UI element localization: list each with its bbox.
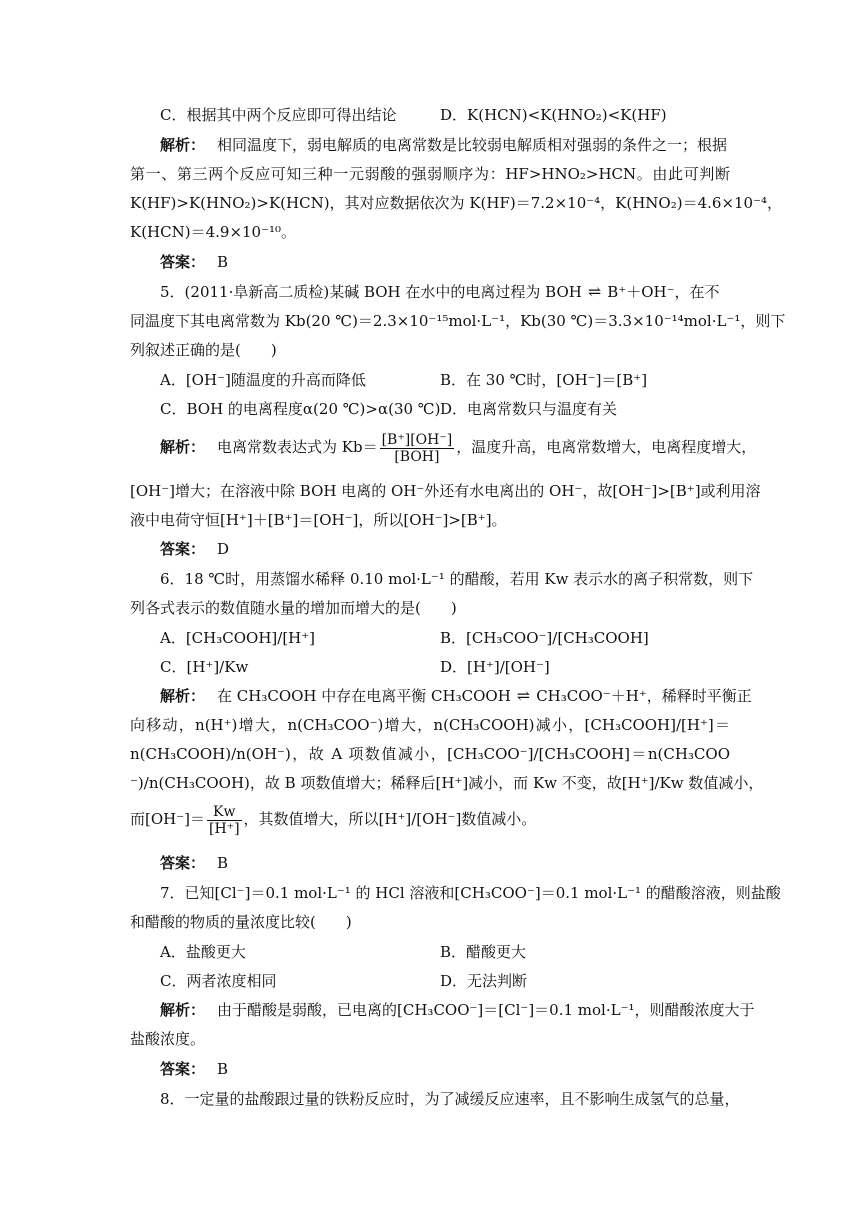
q6-option-a: A．[CH₃COOH]/[H⁺]: [160, 629, 316, 647]
equilibrium-arrow-icon: ⇌: [587, 282, 602, 301]
q6-stem-line1: 6．18 ℃时，用蒸馏水稀释 0.10 mol·L⁻¹ 的醋酸，若用 Kw 表示水的离子积常数，则下: [160, 570, 754, 588]
q4-option-d: D．K(HCN)<K(HNO₂)<K(HF): [440, 106, 667, 124]
q7-analysis-line1: 解析： 由于醋酸是弱酸，已电离的[CH₃COO⁻]＝[Cl⁻]＝0.1 mol·L⁻¹，则醋酸浓度大于: [160, 1001, 755, 1019]
answer-label: 答案：: [160, 1060, 206, 1078]
analysis-label: 解析：: [160, 438, 206, 456]
q5-stem-line2: 同温度下其电离常数为 Kb(20 ℃)＝2.3×10⁻¹⁵mol·L⁻¹，Kb(30 ℃)＝3.3×10⁻¹⁴mol·L⁻¹，则下: [130, 312, 786, 330]
q6-analysis-line1: 解析： 在 CH₃COOH 中存在电离平衡 CH₃COOH ⇌ CH₃COO⁻＋H⁺，稀释时平衡正: [160, 686, 752, 705]
q5-option-c: C．BOH 的电离程度α(20 ℃)>α(30 ℃): [160, 400, 441, 418]
q7-answer: [160, 1059, 760, 1079]
q4-analysis-line1: 解析： 相同温度下，弱电解质的电离常数是比较弱电解质相对强弱的条件之一；根据: [160, 136, 728, 154]
q4-analysis-line3: K(HF)>K(HNO₂)>K(HCN)，其对应数据依次为 K(HF)＝7.2×10⁻⁴，K(HNO₂)＝4.6×10⁻⁴，: [130, 194, 783, 212]
q5-analysis-line2: [OH⁻]增大；在溶液中除 BOH 电离的 OH⁻外还有水电离出的 OH⁻，故[OH⁻]>[B⁺]或利用溶: [130, 482, 761, 500]
q7-stem-line1: 7．已知[Cl⁻]＝0.1 mol·L⁻¹ 的 HCl 溶液和[CH₃COO⁻]＝0.1 mol·L⁻¹ 的醋酸溶液，则盐酸: [160, 884, 781, 902]
q6-answer: [160, 853, 760, 873]
q6-option-d: D．[H⁺]/[OH⁻]: [440, 658, 550, 676]
q5-option-b: B．在 30 ℃时，[OH⁻]＝[B⁺]: [440, 371, 648, 389]
answer-value: B: [217, 253, 229, 271]
q5-stem-line1: 5．(2011·阜新高二质检)某碱 BOH 在水中的电离过程为 BOH ⇌ B⁺＋OH⁻，在不: [160, 282, 720, 301]
q5-stem-line3: 列叙述正确的是( ): [130, 341, 277, 359]
q5-answer: [160, 539, 760, 559]
answer-value: B: [217, 1060, 229, 1078]
q7-analysis-line2: 盐酸浓度。: [130, 1030, 206, 1048]
q4-analysis-line2: 第一、第三两个反应可知三种一元弱酸的强弱顺序为：HF>HNO₂>HCN。由此可判断: [130, 165, 730, 183]
kw-fraction: $\frac{Kw}{[H^+]}$: [209, 803, 240, 837]
answer-value: B: [217, 854, 229, 872]
answer-value: D: [217, 540, 230, 558]
analysis-label: 解析：: [160, 1001, 206, 1019]
q7-option-d: D．无法判断: [440, 972, 528, 990]
analysis-label: 解析：: [160, 136, 206, 154]
analysis-label: 解析：: [160, 687, 206, 705]
q7-option-b: B．醋酸更大: [440, 943, 527, 961]
q6-stem-line2: 列各式表示的数值随水量的增加而增大的是( ): [130, 599, 457, 617]
q8-stem-line1: 8．一定量的盐酸跟过量的铁粉反应时，为了减缓反应速率，且不影响生成氢气的总量，: [160, 1090, 740, 1108]
q6-option-b: B．[CH₃COO⁻]/[CH₃COOH]: [440, 629, 649, 647]
answer-label: 答案：: [160, 253, 206, 271]
q4-option-c: C．根据其中两个反应即可得出结论: [160, 106, 397, 124]
q6-analysis-line5: 而[OH⁻]＝ $\frac{Kw}{[H^+]}$ ，其数值增大，所以[H⁺]/[OH⁻]数值减小。: [130, 803, 537, 837]
q6-option-c: C．[H⁺]/Kw: [160, 658, 249, 676]
q4-analysis-line4: K(HCN)＝4.9×10⁻¹⁰。: [130, 223, 297, 241]
q5-analysis-line3: 液中电荷守恒[H⁺]＋[B⁺]＝[OH⁻]，所以[OH⁻]>[B⁺]。: [130, 511, 507, 529]
answer-label: 答案：: [160, 540, 206, 558]
kb-fraction: $\frac{[B^+][OH^-]}{\text{[BOH]}}$: [381, 431, 453, 465]
equilibrium-arrow-icon: ⇌: [516, 686, 531, 705]
q7-option-c: C．两者浓度相同: [160, 972, 277, 990]
q4-answer: [160, 252, 760, 272]
answer-label: 答案：: [160, 854, 206, 872]
q6-analysis-line2: 向移动，n(H⁺)增大，n(CH₃COO⁻)增大，n(CH₃COOH)减小，[CH₃COOH]/[H⁺]＝: [130, 716, 730, 734]
q5-option-a: A．[OH⁻]随温度的升高而降低: [160, 371, 366, 389]
q5-option-d: D．电离常数只与温度有关: [440, 400, 618, 418]
q6-analysis-line3: n(CH₃COOH)/n(OH⁻)，故 A 项数值减小，[CH₃COO⁻]/[CH₃COOH]＝n(CH₃COO: [130, 745, 730, 763]
q7-stem-line2: 和醋酸的物质的量浓度比较( ): [130, 913, 352, 931]
q6-analysis-line4: ⁻)/n(CH₃COOH)，故 B 项数值增大；稀释后[H⁺]减小，而 Kw 不变，故[H⁺]/Kw 数值减小，: [130, 774, 764, 792]
q7-option-a: A．盐酸更大: [160, 943, 246, 961]
q5-analysis-line1: 解析： 电离常数表达式为 Kb＝ $\frac{[B^+][OH^-]}{\text{[BOH]}}$ ，温度升高，电离常数增大，电离程度增大，: [160, 431, 757, 465]
